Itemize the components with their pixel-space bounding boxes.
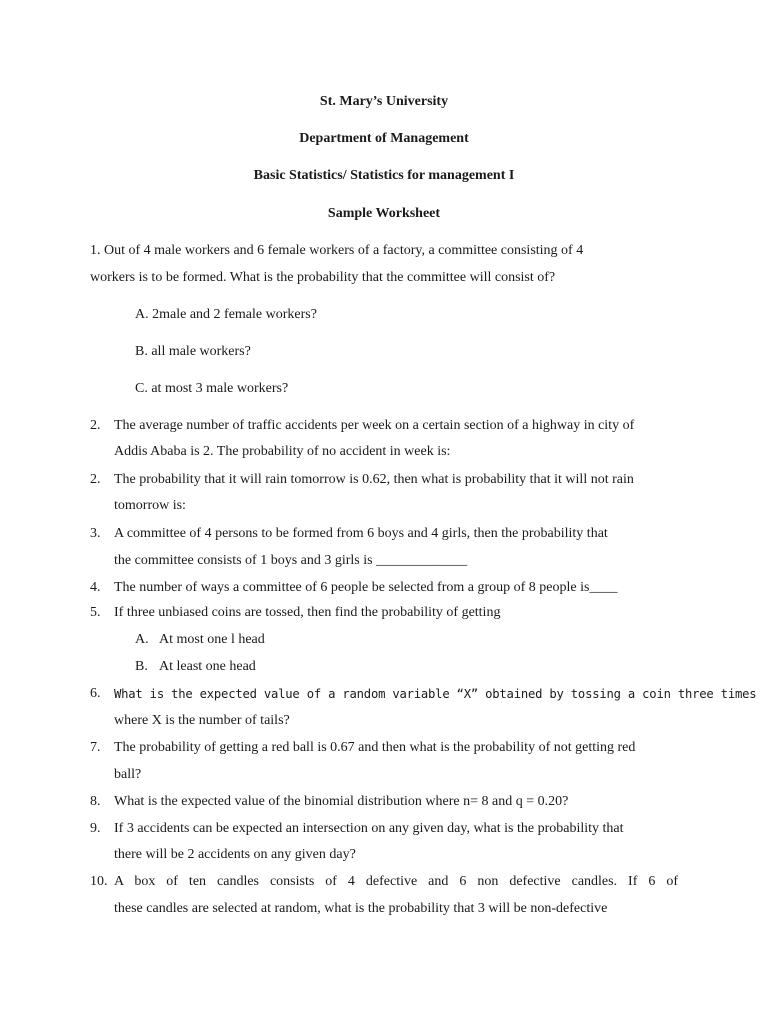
question-text-line: there will be 2 accidents on any given day? <box>114 847 356 862</box>
question-text-line: What is the expected value of the binomial distribution where n= 8 and q = 0.20? <box>114 794 569 809</box>
question-number: 2. <box>90 472 101 487</box>
question-1-option-b: B. all male workers? <box>135 344 251 359</box>
question-number: 4. <box>90 580 101 595</box>
sub-option-label: A. <box>135 632 149 647</box>
question-text-line: The number of ways a committee of 6 people be selected from a group of 8 people is____ <box>114 580 618 595</box>
question-text-line: The probability that it will rain tomorrow is 0.62, then what is probability that it will not rain <box>114 472 634 487</box>
sub-option-text: At least one head <box>159 659 256 674</box>
question-number: 7. <box>90 740 101 755</box>
question-text-line: tomorrow is: <box>114 498 186 513</box>
question-text-line: A committee of 4 persons to be formed from 6 boys and 4 girls, then the probability that <box>114 526 608 541</box>
question-text-line: Addis Ababa is 2. The probability of no accident in week is: <box>114 444 451 459</box>
question-1-line-2: workers is to be formed. What is the probability that the committee will consist of? <box>90 270 556 285</box>
question-text-line: If three unbiased coins are tossed, then find the probability of getting <box>114 605 501 620</box>
question-text-line: the committee consists of 1 boys and 3 girls is _____________ <box>114 553 468 568</box>
question-text-line: where X is the number of tails? <box>114 713 290 728</box>
question-text-line: The probability of getting a red ball is 0.67 and then what is the probability of not getting red <box>114 740 636 755</box>
question-number: 9. <box>90 821 101 836</box>
question-number: 10. <box>90 874 108 889</box>
course-title: Basic Statistics/ Statistics for management I <box>253 168 515 183</box>
question-text-line: these candles are selected at random, what is the probability that 3 will be non-defective <box>114 901 608 916</box>
question-number: 3. <box>90 526 101 541</box>
question-text-line: What is the expected value of a random variable “X” obtained by tossing a coin three times <box>114 687 757 701</box>
sub-option-label: B. <box>135 659 148 674</box>
question-1-line-1: 1. Out of 4 male workers and 6 female workers of a factory, a committee consisting of 4 <box>90 243 584 258</box>
question-text-line: ball? <box>114 767 142 782</box>
university-name: St. Mary’s University <box>319 94 449 109</box>
department-name: Department of Management <box>299 131 469 146</box>
worksheet-title: Sample Worksheet <box>327 206 441 221</box>
question-number: 6. <box>90 686 101 701</box>
sub-option-text: At most one l head <box>159 632 265 647</box>
question-text-line: The average number of traffic accidents per week on a certain section of a highway in city of <box>114 418 635 433</box>
question-1-option-c: C. at most 3 male workers? <box>135 381 289 396</box>
question-1-option-a: A. 2male and 2 female workers? <box>135 307 317 322</box>
question-number: 2. <box>90 418 101 433</box>
question-text-line: If 3 accidents can be expected an intersection on any given day, what is the probability that <box>114 821 624 836</box>
question-text-line: A box of ten candles consists of 4 defective and 6 non defective candles. If 6 of <box>114 874 678 889</box>
question-number: 5. <box>90 605 101 620</box>
question-number: 8. <box>90 794 101 809</box>
